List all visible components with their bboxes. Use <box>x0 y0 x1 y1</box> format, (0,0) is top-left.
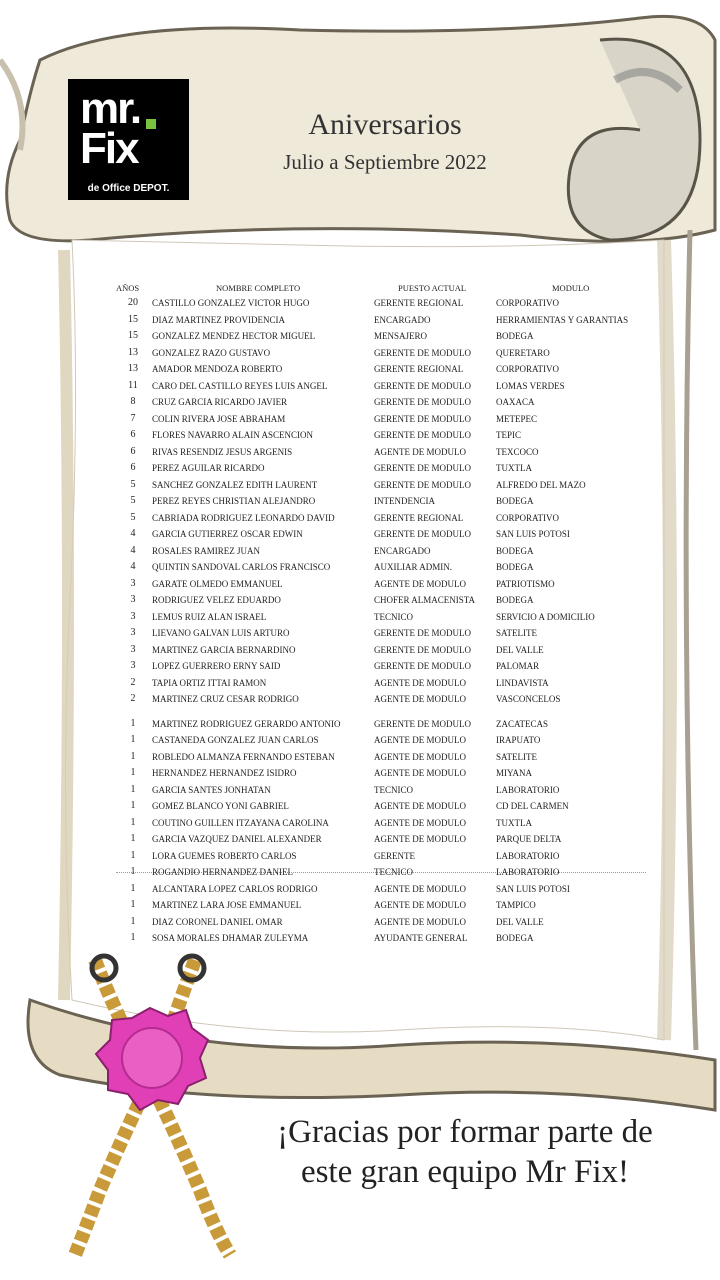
table-row <box>116 510 646 527</box>
row-name: DIAZ CORONEL DANIEL OMAR <box>152 916 283 927</box>
row-years: 1 <box>130 833 136 844</box>
row-years: 1 <box>130 717 136 729</box>
row-group-spacer <box>116 708 646 716</box>
row-position: GERENTE DE MODULO <box>374 529 471 539</box>
table-row <box>116 477 646 494</box>
row-years: 2 <box>130 693 136 704</box>
row-years: 1 <box>130 800 136 811</box>
row-module: METEPEC <box>496 413 538 424</box>
row-position: AGENTE DE MODULO <box>374 916 466 927</box>
row-position: AGENTE DE MODULO <box>374 751 466 762</box>
logo-green-dot <box>146 119 156 129</box>
row-position: GERENTE DE MODULO <box>374 463 471 473</box>
row-position: AGENTE DE MODULO <box>374 900 466 910</box>
row-name: ROSALES RAMIREZ JUAN <box>152 545 261 556</box>
row-module: MIYANA <box>496 768 532 778</box>
column-header-years: AÑOS <box>116 283 140 293</box>
table-row <box>116 592 646 609</box>
table-row <box>116 930 646 947</box>
thank-you-line-1: ¡Gracias por formar parte de <box>277 1114 653 1150</box>
table-row <box>116 897 646 914</box>
row-name: ALCANTARA LOPEZ CARLOS RODRIGO <box>152 883 318 894</box>
row-years: 1 <box>130 882 136 894</box>
row-module: CORPORATIVO <box>496 298 560 308</box>
row-name: ROGANDIO HERNANDEZ DANIEL <box>152 867 293 877</box>
row-years: 11 <box>128 379 138 391</box>
row-name: COUTINO GUILLEN ITZAYANA CAROLINA <box>152 817 329 828</box>
row-years: 1 <box>130 767 136 778</box>
table-row <box>116 716 646 733</box>
row-name: PEREZ REYES CHRISTIAN ALEJANDRO <box>152 496 316 506</box>
row-years: 7 <box>130 412 136 424</box>
row-name: SANCHEZ GONZALEZ EDITH LAURENT <box>152 479 318 490</box>
row-module: BODEGA <box>496 496 534 506</box>
table-row <box>116 675 646 692</box>
row-position: GERENTE DE MODULO <box>374 430 471 440</box>
table-row <box>116 345 646 362</box>
page-title: Aniversarios <box>308 108 462 141</box>
row-years: 3 <box>130 627 136 638</box>
row-years: 1 <box>130 932 136 943</box>
row-position: GERENTE DE MODULO <box>374 628 471 638</box>
row-years: 1 <box>130 783 136 795</box>
row-position: GERENTE DE MODULO <box>374 661 471 671</box>
row-name: LIEVANO GALVAN LUIS ARTURO <box>152 628 290 638</box>
row-position: AGENTE DE MODULO <box>374 768 466 778</box>
row-position: AGENTE DE MODULO <box>374 694 466 704</box>
logo-text-mr: mr. <box>80 84 141 133</box>
row-years: 1 <box>130 866 136 877</box>
row-module: OAXACA <box>496 397 535 407</box>
row-module: DEL VALLE <box>496 916 544 927</box>
table-body <box>116 295 646 947</box>
anniversary-table <box>116 282 646 947</box>
row-module: BODEGA <box>496 562 534 572</box>
row-name: CASTILLO GONZALEZ VICTOR HUGO <box>152 298 310 308</box>
row-module: CORPORATIVO <box>496 512 560 523</box>
table-row <box>116 526 646 543</box>
row-name: MARTINEZ CRUZ CESAR RODRIGO <box>152 694 299 704</box>
row-module: BODEGA <box>496 933 534 943</box>
row-years: 1 <box>130 734 136 745</box>
row-years: 4 <box>130 528 136 539</box>
row-years: 6 <box>130 445 136 457</box>
row-module: PARQUE DELTA <box>496 834 562 844</box>
row-module: DEL VALLE <box>496 644 544 655</box>
table-row <box>116 328 646 345</box>
table-row <box>116 427 646 444</box>
row-years: 3 <box>130 577 136 589</box>
row-module: BODEGA <box>496 595 534 605</box>
row-years: 3 <box>130 643 136 655</box>
row-module: LABORATORIO <box>496 850 560 861</box>
row-module: HERRAMIENTAS Y GARANTIAS <box>496 314 629 325</box>
table-row <box>116 576 646 593</box>
table-row <box>116 543 646 560</box>
column-header-name: NOMBRE COMPLETO <box>216 283 301 293</box>
logo-text-fix: Fix <box>80 124 138 173</box>
row-years: 4 <box>130 544 136 556</box>
mr-fix-logo <box>68 79 189 200</box>
row-position: GERENTE DE MODULO <box>374 347 471 358</box>
row-years: 6 <box>130 462 136 473</box>
row-module: TEPIC <box>496 430 522 440</box>
row-position: GERENTE DE MODULO <box>374 644 471 655</box>
row-years: 1 <box>130 849 136 861</box>
row-position: AGENTE DE MODULO <box>374 834 466 844</box>
logo-subtext: de Office DEPOT. <box>87 183 170 194</box>
row-name: HERNANDEZ HERNANDEZ ISIDRO <box>152 768 297 778</box>
row-name: CRUZ GARCIA RICARDO JAVIER <box>152 397 288 407</box>
row-position: GERENTE DE MODULO <box>374 479 471 490</box>
row-module: SAN LUIS POTOSI <box>496 529 570 539</box>
table-row <box>116 749 646 766</box>
table-row <box>116 848 646 865</box>
row-module: ALFREDO DEL MAZO <box>496 479 586 490</box>
row-years: 5 <box>130 478 136 490</box>
row-name: AMADOR MENDOZA ROBERTO <box>152 364 283 374</box>
row-module: PALOMAR <box>496 661 540 671</box>
row-position: AUXILIAR ADMIN. <box>374 562 452 572</box>
row-name: LORA GUEMES ROBERTO CARLOS <box>152 850 297 861</box>
row-position: AGENTE DE MODULO <box>374 735 466 745</box>
row-years: 1 <box>130 915 136 927</box>
row-position: AGENTE DE MODULO <box>374 578 466 589</box>
row-name: TAPIA ORTIZ ITTAI RAMON <box>152 677 267 688</box>
row-module: BODEGA <box>496 331 534 341</box>
row-module: QUERETARO <box>496 347 550 358</box>
row-position: GERENTE <box>374 850 415 861</box>
row-name: LEMUS RUIZ ALAN ISRAEL <box>152 611 267 622</box>
table-row <box>116 782 646 799</box>
row-years: 20 <box>128 297 138 308</box>
row-position: TECNICO <box>374 784 413 795</box>
row-position: AGENTE DE MODULO <box>374 446 466 457</box>
table-row <box>116 914 646 931</box>
table-row <box>116 411 646 428</box>
row-years: 15 <box>128 313 138 325</box>
row-name: CABRIADA RODRIGUEZ LEONARDO DAVID <box>152 512 335 523</box>
row-years: 13 <box>128 346 138 358</box>
table-row <box>116 831 646 848</box>
row-name: COLIN RIVERA JOSE ABRAHAM <box>152 413 286 424</box>
row-module: SATELITE <box>496 628 537 638</box>
row-years: 1 <box>130 750 136 762</box>
table-row <box>116 798 646 815</box>
row-position: CHOFER ALMACENISTA <box>374 595 476 605</box>
row-position: ENCARGADO <box>374 545 431 556</box>
row-name: DIAZ MARTINEZ PROVIDENCIA <box>152 314 285 325</box>
row-name: SOSA MORALES DHAMAR ZULEYMA <box>152 933 309 943</box>
table-row <box>116 559 646 576</box>
row-name: ROBLEDO ALMANZA FERNANDO ESTEBAN <box>152 751 335 762</box>
row-position: GERENTE DE MODULO <box>374 413 471 424</box>
thank-you-message <box>240 1112 690 1192</box>
column-header-position: PUESTO ACTUAL <box>398 283 467 293</box>
table-row <box>116 312 646 329</box>
row-position: AGENTE DE MODULO <box>374 801 466 811</box>
row-module: PATRIOTISMO <box>496 578 555 589</box>
row-years: 13 <box>128 363 138 374</box>
row-position: AGENTE DE MODULO <box>374 677 466 688</box>
table-row <box>116 642 646 659</box>
row-position: GERENTE REGIONAL <box>374 512 464 523</box>
table-row <box>116 625 646 642</box>
row-years: 1 <box>130 899 136 910</box>
row-name: PEREZ AGUILAR RICARDO <box>152 463 265 473</box>
row-module: SATELITE <box>496 751 537 762</box>
row-name: GONZALEZ RAZO GUSTAVO <box>152 347 271 358</box>
row-position: GERENTE DE MODULO <box>374 380 471 391</box>
row-module: LABORATORIO <box>496 784 560 795</box>
row-position: GERENTE REGIONAL <box>374 364 464 374</box>
row-module: BODEGA <box>496 545 534 556</box>
row-years: 15 <box>128 330 138 341</box>
row-module: VASCONCELOS <box>496 694 561 704</box>
row-module: TEXCOCO <box>496 446 539 457</box>
table-row <box>116 732 646 749</box>
row-name: CARO DEL CASTILLO REYES LUIS ANGEL <box>152 380 328 391</box>
row-position: AYUDANTE GENERAL <box>374 933 468 943</box>
table-row <box>116 361 646 378</box>
table-row <box>116 444 646 461</box>
row-name: MARTINEZ RODRIGUEZ GERARDO ANTONIO <box>152 718 341 729</box>
table-row <box>116 815 646 832</box>
row-name: CASTANEDA GONZALEZ JUAN CARLOS <box>152 735 319 745</box>
table-row <box>116 691 646 708</box>
row-years: 8 <box>130 396 136 407</box>
row-position: GERENTE DE MODULO <box>374 718 471 729</box>
row-name: FLORES NAVARRO ALAIN ASCENCION <box>152 430 313 440</box>
table-row <box>116 295 646 312</box>
row-name: RODRIGUEZ VELEZ EDUARDO <box>152 595 281 605</box>
row-module: LOMAS VERDES <box>496 380 565 391</box>
row-module: CD DEL CARMEN <box>496 801 569 811</box>
table-row <box>116 493 646 510</box>
table-row <box>116 460 646 477</box>
table-row <box>116 881 646 898</box>
column-header-module: MODULO <box>552 283 590 293</box>
row-name: MARTINEZ GARCIA BERNARDINO <box>152 644 296 655</box>
row-position: ENCARGADO <box>374 314 431 325</box>
table-row <box>116 658 646 675</box>
row-module: TUXTLA <box>496 463 532 473</box>
row-name: GARCIA SANTES JONHATAN <box>152 784 271 795</box>
row-module: LABORATORIO <box>496 867 560 877</box>
row-years: 2 <box>130 676 136 688</box>
row-module: LINDAVISTA <box>496 677 549 688</box>
row-name: MARTINEZ LARA JOSE EMMANUEL <box>152 900 302 910</box>
row-name: GARATE OLMEDO EMMANUEL <box>152 578 283 589</box>
row-position: AGENTE DE MODULO <box>374 817 466 828</box>
row-years: 3 <box>130 594 136 605</box>
row-years: 5 <box>130 511 136 523</box>
row-years: 6 <box>130 429 136 440</box>
row-years: 5 <box>130 495 136 506</box>
row-position: GERENTE REGIONAL <box>374 298 464 308</box>
table-row <box>116 609 646 626</box>
row-name: GARCIA VAZQUEZ DANIEL ALEXANDER <box>152 834 322 844</box>
thank-you-line-2: este gran equipo Mr Fix! <box>300 1154 630 1190</box>
row-name: RIVAS RESENDIZ JESUS ARGENIS <box>152 446 293 457</box>
row-position: INTENDENCIA <box>374 496 435 506</box>
row-module: TAMPICO <box>496 900 536 910</box>
row-module: CORPORATIVO <box>496 364 560 374</box>
table-row <box>116 394 646 411</box>
row-position: TECNICO <box>374 867 413 877</box>
row-years: 3 <box>130 610 136 622</box>
row-years: 1 <box>130 816 136 828</box>
row-module: ZACATECAS <box>496 718 549 729</box>
row-position: GERENTE DE MODULO <box>374 397 471 407</box>
table-row <box>116 864 646 881</box>
row-name: GARCIA GUTIERREZ OSCAR EDWIN <box>152 529 303 539</box>
row-module: SAN LUIS POTOSI <box>496 883 570 894</box>
row-module: IRAPUATO <box>496 735 541 745</box>
row-position: AGENTE DE MODULO <box>374 883 466 894</box>
row-name: QUINTIN SANDOVAL CARLOS FRANCISCO <box>152 562 331 572</box>
table-header <box>116 282 646 294</box>
row-module: TUXTLA <box>496 817 532 828</box>
table-row <box>116 765 646 782</box>
row-years: 4 <box>130 561 136 572</box>
row-name: GONZALEZ MENDEZ HECTOR MIGUEL <box>152 331 316 341</box>
table-row <box>116 378 646 395</box>
page-subtitle: Julio a Septiembre 2022 <box>283 150 487 174</box>
row-position: MENSAJERO <box>374 331 428 341</box>
row-years: 3 <box>130 660 136 671</box>
row-position: TECNICO <box>374 611 413 622</box>
row-module: SERVICIO A DOMICILIO <box>496 611 595 622</box>
row-name: GOMEZ BLANCO YONI GABRIEL <box>152 801 289 811</box>
row-name: LOPEZ GUERRERO ERNY SAID <box>152 661 281 671</box>
